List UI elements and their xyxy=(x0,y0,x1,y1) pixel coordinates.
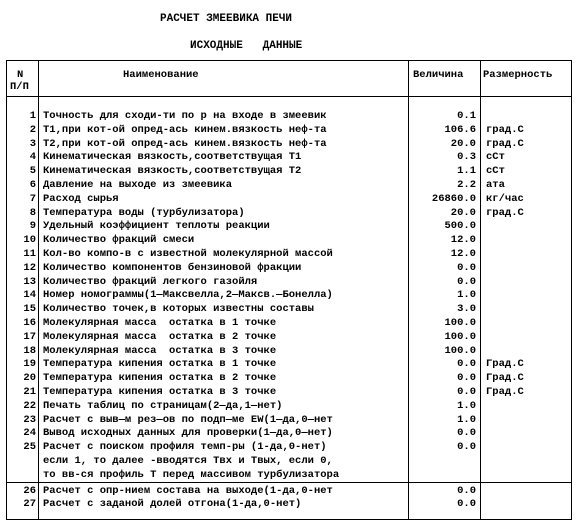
row-name: Количество компонентов бензиновой фракции xyxy=(43,261,302,274)
row-value: 1.0 xyxy=(457,289,476,302)
row-name: Молекулярная масса остатка в 2 точке xyxy=(43,330,277,343)
table-row xyxy=(0,124,576,137)
row-name: Расчет с поиском профиля темп-ры (1-да,0-нет) xyxy=(43,441,327,454)
row-name: Расчет с выв—м рез—ов по подп—ме EW(1—да,0—нет xyxy=(43,413,333,426)
table-row xyxy=(0,234,576,247)
row-number: 23 xyxy=(23,413,36,426)
row-name: Кол-во компо-в с известной молекулярной массой xyxy=(43,248,333,260)
row-number: 15 xyxy=(23,303,36,316)
row-value: 0.0 xyxy=(457,275,476,288)
row-value: 100.0 xyxy=(444,344,476,357)
row-number: 18 xyxy=(23,344,36,357)
table-row xyxy=(0,372,576,385)
row-name: Температура кипения остатка в 2 точке xyxy=(43,372,277,385)
row-number: 26 xyxy=(23,484,36,497)
row-number: 2 xyxy=(29,123,36,136)
page-subtitle: ИСХОДНЫЕ ДАННЫЕ xyxy=(190,40,303,52)
row-value: 0.3 xyxy=(457,151,476,164)
row-value: 106.6 xyxy=(444,123,476,136)
row-value: 0.0 xyxy=(457,372,476,385)
row-name: Количество фракций смеси xyxy=(43,234,195,247)
row-value: 100.0 xyxy=(444,330,476,343)
table-row xyxy=(0,317,576,330)
row-number: 16 xyxy=(23,317,36,329)
row-value: 1.0 xyxy=(457,399,476,412)
header-num: N xyxy=(17,69,24,81)
table-top-border xyxy=(6,60,572,61)
row-number: 6 xyxy=(29,179,36,191)
row-value: 0.0 xyxy=(457,441,476,454)
row-number: 4 xyxy=(29,151,36,164)
row-value: 0.0 xyxy=(457,484,476,497)
header-value: Величина xyxy=(413,69,464,81)
header-num-2: П/П xyxy=(10,81,29,93)
row-name: Расчет с заданой долей отгона(1-да,0-нет) xyxy=(43,498,302,511)
table-row xyxy=(0,441,576,454)
table-row xyxy=(0,414,576,427)
row-unit: град.С xyxy=(486,137,524,150)
row-name: Т1,при кот-ой опред-ась кинем.вязкость неф-та xyxy=(43,123,327,136)
row-name: Номер номограммы(1—Максвелла,2—Максв.—Бонелла) xyxy=(43,289,333,302)
table-row xyxy=(0,331,576,344)
row-value: 1.0 xyxy=(457,413,476,426)
row-number: 10 xyxy=(23,234,36,247)
row-separator xyxy=(6,482,572,483)
row-value: 3.0 xyxy=(457,303,476,316)
row-name: Расчет с опр-нием состава на выходе(1-да,0-нет xyxy=(43,484,333,497)
table-row xyxy=(0,110,576,123)
row-value: 0.1 xyxy=(457,110,476,122)
table-row xyxy=(0,262,576,275)
row-name: Кинематическая вязкость,соответствущая Т1 xyxy=(43,151,302,164)
row-value: 0.0 xyxy=(457,427,476,440)
page-title: РАСЧЕТ ЗМЕЕВИКА ПЕЧИ xyxy=(160,13,293,25)
row-value: 2.2 xyxy=(457,179,476,191)
table-row xyxy=(0,220,576,233)
row-number: 13 xyxy=(23,275,36,288)
row-number: 17 xyxy=(23,330,36,343)
row-number: 9 xyxy=(29,220,36,233)
row-name: Количество точек,в которых известны составы xyxy=(43,303,314,316)
row-name: Расход сырья xyxy=(43,192,119,205)
row-name: Количество фракций легкого газойля xyxy=(43,275,258,288)
row-number: 24 xyxy=(23,427,36,440)
header-bottom-border xyxy=(6,96,572,97)
row-unit: Град.С xyxy=(486,372,524,385)
table-row xyxy=(0,165,576,178)
row-name: Т2,при кот-ой опред-ась кинем.вязкость неф-та xyxy=(43,137,327,150)
table-row xyxy=(0,276,576,289)
row-unit: сСт xyxy=(486,151,505,164)
row-value: 0.0 xyxy=(457,261,476,274)
row-number: 19 xyxy=(23,358,36,371)
row-unit: Град.С xyxy=(486,358,524,371)
row-continuation: то вв-ся профиль Т перед массивом турбулизатора xyxy=(43,468,340,481)
table-row xyxy=(0,138,576,151)
row-continuation: если 1, то далее -вводятся Твх и Твых, если 0, xyxy=(43,455,333,467)
row-number: 11 xyxy=(23,248,36,260)
row-value: 12.0 xyxy=(450,234,476,247)
table-row xyxy=(0,179,576,192)
row-unit: Град.С xyxy=(486,386,524,398)
table-row xyxy=(0,386,576,399)
row-unit: сСт xyxy=(486,165,505,178)
row-unit: град.С xyxy=(486,123,524,136)
row-name: Давление на выходе из змеевика xyxy=(43,179,233,191)
row-number: 1 xyxy=(29,110,36,122)
table-row xyxy=(0,289,576,302)
row-number: 5 xyxy=(29,165,36,178)
table-row xyxy=(0,400,576,413)
row-number: 8 xyxy=(29,206,36,219)
row-name: Удельный коэффициент теплоты реакции xyxy=(43,220,270,233)
row-value: 12.0 xyxy=(450,248,476,260)
row-number: 20 xyxy=(23,372,36,385)
row-number: 27 xyxy=(23,498,36,511)
table-row xyxy=(0,427,576,440)
row-unit: град.С xyxy=(486,206,524,219)
row-value: 100.0 xyxy=(444,317,476,329)
row-number: 22 xyxy=(23,399,36,412)
row-unit: кг/час xyxy=(486,192,524,205)
row-number: 3 xyxy=(29,137,36,150)
row-name: Печать таблиц по страницам(2—да,1—нет) xyxy=(43,399,283,412)
row-unit: ата xyxy=(486,179,505,191)
table-row xyxy=(0,485,576,498)
table-row xyxy=(0,303,576,316)
row-name: Молекулярная масса остатка в 3 точке xyxy=(43,344,277,357)
row-value: 20.0 xyxy=(450,137,476,150)
row-name: Температура кипения остатка в 3 точке xyxy=(43,386,277,398)
row-name: Вывод исходных данных для проверки(1—да,0—нет) xyxy=(43,427,333,440)
table-bottom-border xyxy=(6,519,572,520)
row-name: Кинематическая вязкость,соответствущая Т2 xyxy=(43,165,302,178)
row-name: Температура кипения остатка в 1 точке xyxy=(43,358,277,371)
table-row xyxy=(0,193,576,206)
table-row xyxy=(0,498,576,511)
row-value: 20.0 xyxy=(450,206,476,219)
row-value: 500.0 xyxy=(444,220,476,233)
table-row xyxy=(0,248,576,261)
table-row xyxy=(0,207,576,220)
row-name: Молекулярная масса остатка в 1 точке xyxy=(43,317,277,329)
row-number: 14 xyxy=(23,289,36,302)
row-number: 25 xyxy=(23,441,36,454)
table-row xyxy=(0,345,576,358)
row-number: 21 xyxy=(23,386,36,398)
row-value: 1.1 xyxy=(457,165,476,178)
row-value: 26860.0 xyxy=(431,192,476,205)
row-number: 7 xyxy=(29,192,36,205)
header-name: Наименование xyxy=(123,69,199,81)
row-value: 0.0 xyxy=(457,358,476,371)
row-name: Точность для сходи-ти по р на входе в змеевик xyxy=(43,110,327,122)
row-name: Температура воды (турбулизатора) xyxy=(43,206,245,219)
row-number: 12 xyxy=(23,261,36,274)
row-value: 0.0 xyxy=(457,386,476,398)
table-row xyxy=(0,358,576,371)
table-row xyxy=(0,151,576,164)
row-value: 0.0 xyxy=(457,498,476,511)
header-unit: Размерность xyxy=(483,69,553,81)
